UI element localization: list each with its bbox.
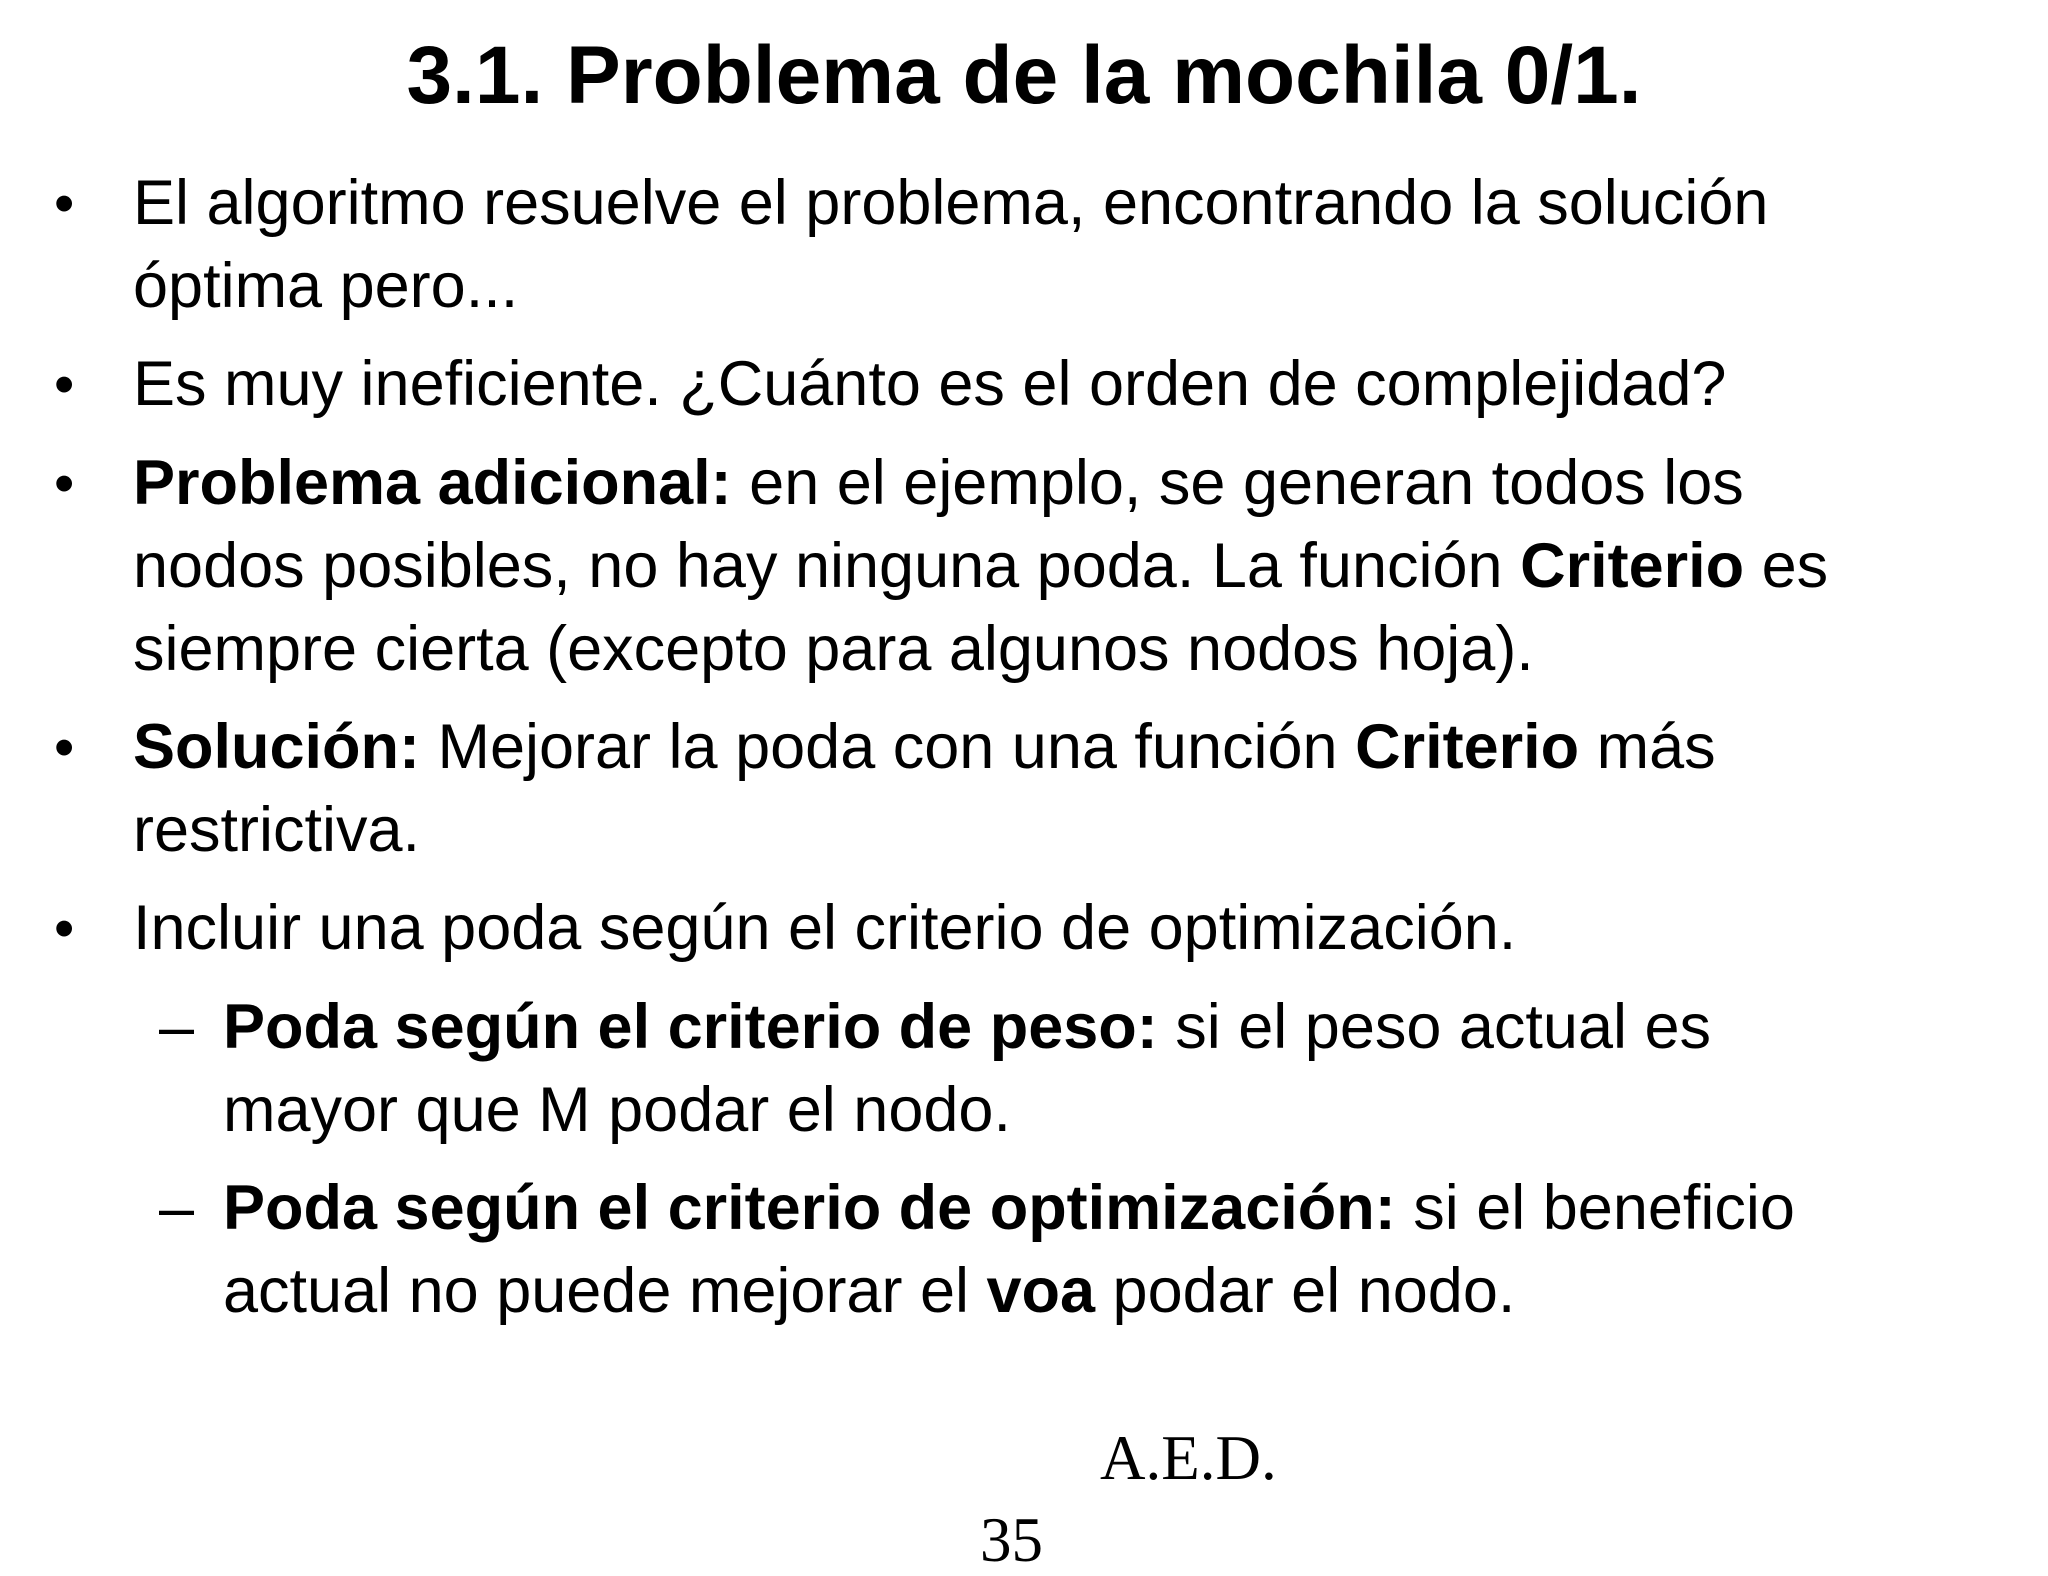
- bullet-item: [54, 162, 1769, 328]
- bullet-marker: •: [54, 715, 75, 780]
- bold-term: Problema adicional:: [133, 448, 732, 518]
- bullet-marker: •: [54, 352, 75, 417]
- slide-title: 3.1. Problema de la mochila 0/1.: [406, 30, 1642, 121]
- bold-term: Criterio: [1520, 531, 1745, 601]
- bullet-line: restrictiva.: [133, 795, 421, 865]
- bullet-item: [54, 887, 1517, 970]
- bullet-line: Solución: Mejorar la poda con una función Criterio más: [133, 712, 1716, 782]
- bullet-marker: •: [54, 896, 75, 961]
- dash-marker: –: [159, 992, 195, 1062]
- bold-term: voa: [986, 1256, 1096, 1326]
- bold-term: Criterio: [1355, 712, 1580, 782]
- bullet-line: El algoritmo resuelve el problema, encontrando la solución: [133, 168, 1769, 238]
- bullet-line: actual no puede mejorar el voa podar el nodo.: [223, 1256, 1516, 1326]
- bullet-line: Es muy ineficiente. ¿Cuánto es el orden de complejidad?: [133, 349, 1727, 419]
- bullet-marker: •: [54, 451, 75, 516]
- bullet-line: Poda según el criterio de peso: si el peso actual es: [223, 992, 1712, 1062]
- bullet-line: mayor que M podar el nodo.: [223, 1075, 1011, 1145]
- bullet-line: Incluir una poda según el criterio de optimización.: [133, 893, 1517, 963]
- bullet-line: siempre cierta (excepto para algunos nodos hoja).: [133, 614, 1534, 684]
- dash-marker: –: [159, 1173, 195, 1243]
- bullet-marker: •: [54, 171, 75, 236]
- bullet-line: óptima pero...: [133, 251, 519, 321]
- sub-bullet-item: [159, 986, 1712, 1152]
- bullet-item: [54, 343, 1727, 426]
- bold-term: Poda según el criterio de optimización:: [223, 1173, 1396, 1243]
- bold-term: Solución:: [133, 712, 420, 782]
- bullet-item: [54, 442, 1829, 691]
- sub-bullet-item: [159, 1167, 1795, 1333]
- page-number: 35: [980, 1505, 1043, 1575]
- footer-label: A.E.D.: [1100, 1423, 1277, 1493]
- bold-term: Poda según el criterio de peso:: [223, 992, 1158, 1062]
- bullet-line: Poda según el criterio de optimización: si el beneficio: [223, 1173, 1795, 1243]
- bullet-item: [54, 706, 1716, 872]
- bullet-line: nodos posibles, no hay ninguna poda. La función Criterio es: [133, 531, 1829, 601]
- bullet-line: Problema adicional: en el ejemplo, se generan todos los: [133, 448, 1744, 518]
